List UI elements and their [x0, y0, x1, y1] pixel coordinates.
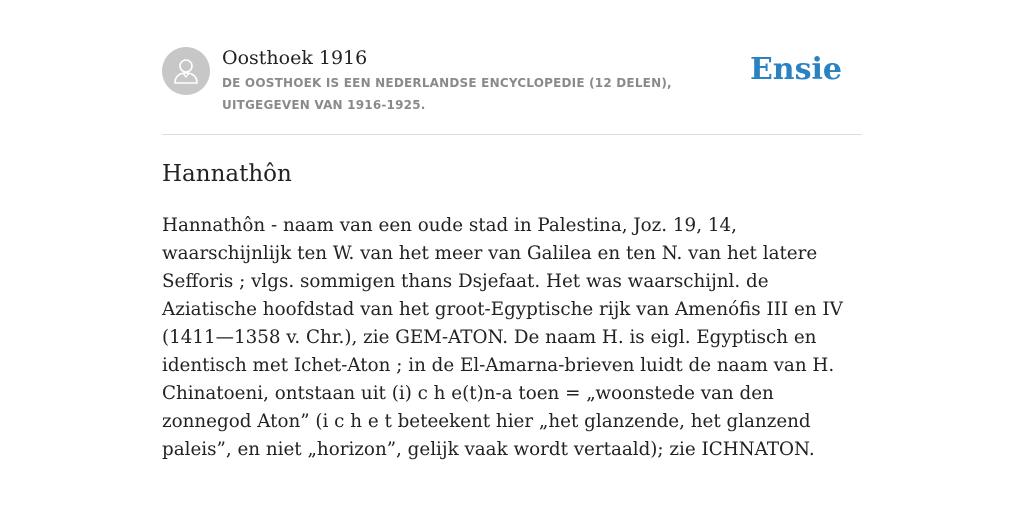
source-header: [162, 44, 862, 134]
header-divider: [162, 134, 862, 135]
brand-logo[interactable]: Ensie: [749, 52, 842, 87]
entry-title: Hannathôn: [162, 161, 292, 187]
entry-page: [162, 0, 862, 512]
source-title[interactable]: Oosthoek 1916: [222, 47, 368, 69]
user-avatar-icon: [171, 56, 201, 86]
entry-body: Hannathôn - naam van een oude stad in Palestina, Joz. 19, 14, waarschijnlijk ten W. van het meer van Galilea en ten N. van het latere Sefforis ; vlgs. sommigen thans Dsjefaat. Het was waarschijnl. de Aziatische hoofdstad van het groot-Egyptische rijk van Amenófis III en IV (1411—1358 v. Chr.), zie GEM-ATON. De naam H. is eigl. Egyptisch en identisch met Ichet-Aton ; in de El-Amarna-brieven luidt de naam van H. Chinatoeni, ontstaan uit (i) c h e(t)n-a toen = „woonstede van den zonnegod Aton” (i c h e t beteekent hier „het glanzende, het glanzend paleis”, en niet „horizon”, gelijk vaak wordt vertaald); zie ICHNATON.: [162, 215, 843, 460]
avatar[interactable]: [162, 47, 210, 95]
source-info: [222, 44, 762, 116]
source-description: DE OOSTHOEK IS EEN NEDERLANDSE ENCYCLOPEDIE (12 DELEN), UITGEGEVEN VAN 1916-1925.: [222, 76, 672, 112]
